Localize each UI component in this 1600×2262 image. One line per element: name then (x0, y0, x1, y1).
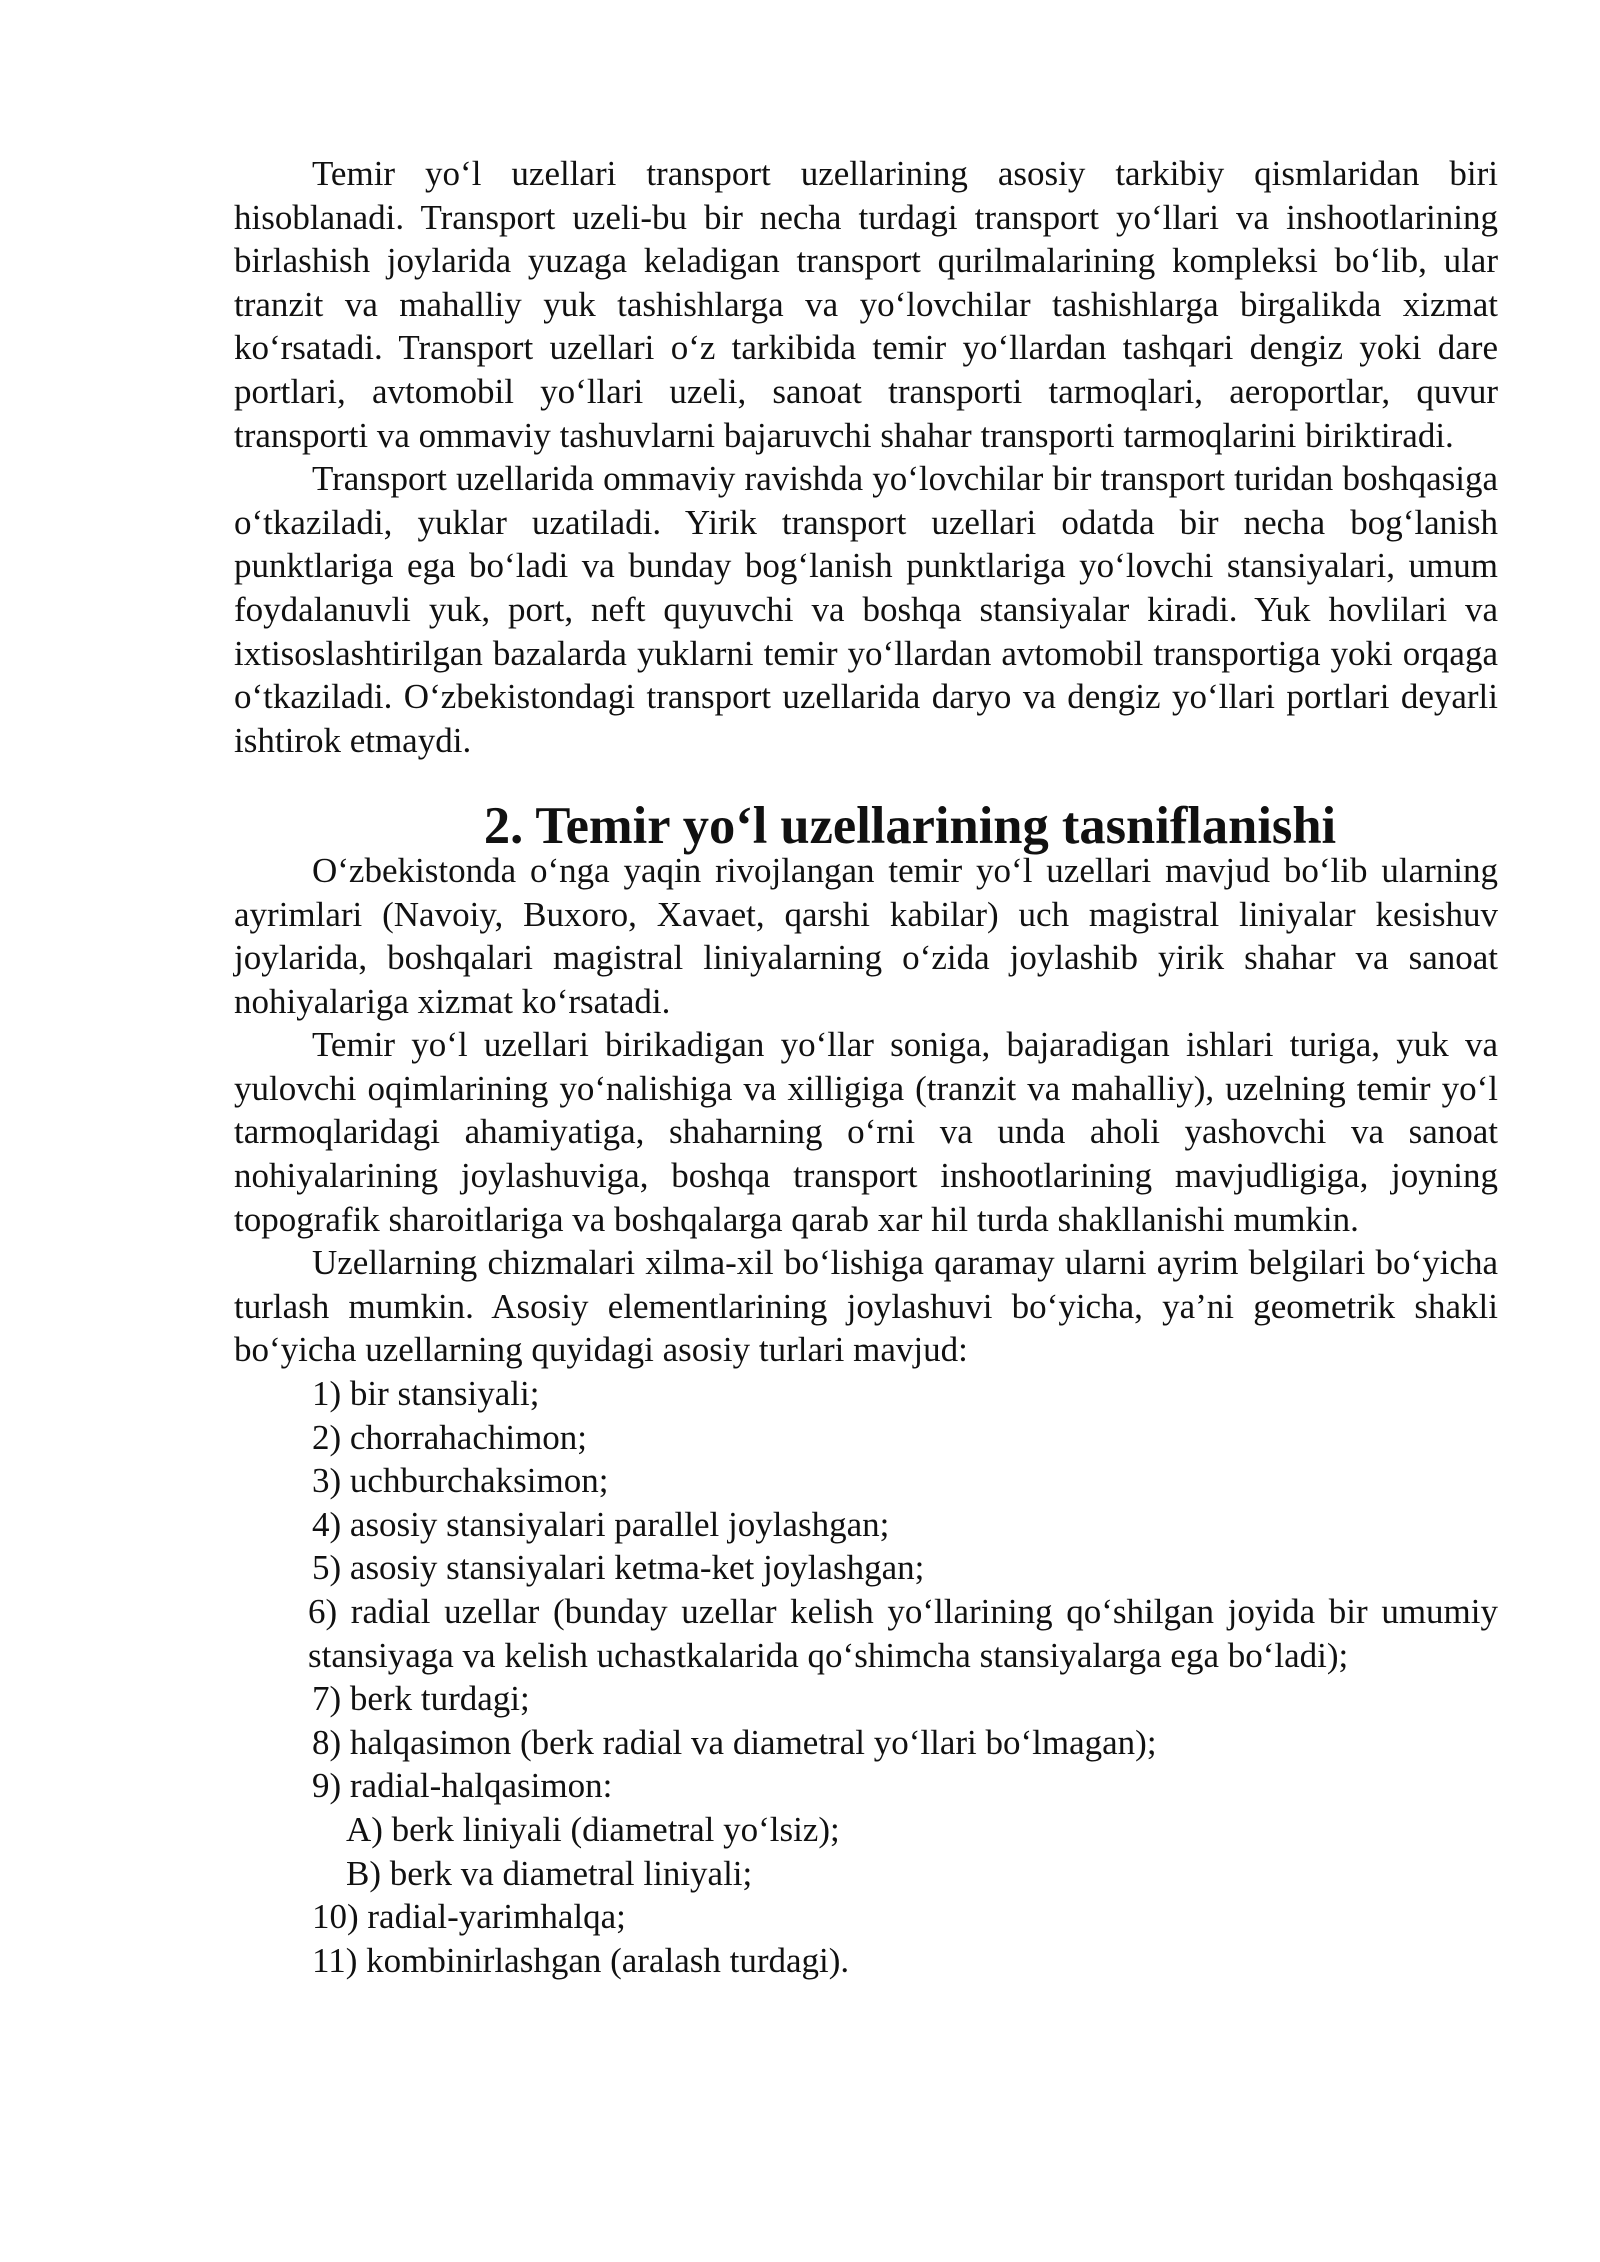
list-item: 4) asosiy stansiyalari parallel joylashgan; (312, 1504, 890, 1544)
list-item: 1) bir stansiyali; (312, 1374, 540, 1414)
list-item: 5) asosiy stansiyalari ketma-ket joylashgan; (312, 1548, 925, 1588)
list-subitem: A) berk liniyali (diametral yo‘lsiz); (346, 1809, 840, 1849)
paragraph-section-1: O‘zbekistonda o‘nga yaqin rivojlangan temir yo‘l uzellari mavjud bo‘lib ularning ayrimlari (Navoiy, Buxoro, Xavaet, qarshi kabilar) uch magistral liniyalar kesishuv joylarida, boshqalari magistral liniyalarning o‘zida joylashib yirik shahar va sanoat nohiyalariga xizmat ko‘rsatadi. (234, 850, 1498, 1021)
list-item: 2) chorrahachimon; (312, 1417, 588, 1457)
paragraph-section-2: Temir yo‘l uzellari birikadigan yo‘llar soniga, bajaradigan ishlari turiga, yuk va yulovchi oqimlarining yo‘nalishiga va xilligiga (tranzit va mahalliy), uzelning temir yo‘l tarmoqlaridagi ahamiyatiga, shaharning o‘rni va unda aholi yashovchi va sanoat nohiyalarining joylashuviga, boshqa transport inshootlarining mavjudligiga, joyning topografik sharoitlariga va boshqalarga qarab xar hil turda shakllanishi mumkin. (234, 1025, 1498, 1239)
section-heading: 2. Temir yo‘l uzellarining tasniflanishi (483, 797, 1337, 856)
list-item: 3) uchburchaksimon; (312, 1461, 609, 1501)
document-page (234, 152, 1498, 1982)
node-types-list (234, 1372, 1498, 1982)
paragraph-intro-2: Transport uzellarida ommaviy ravishda yo‘lovchilar bir transport turidan boshqasiga o‘tkaziladi, yuklar uzatiladi. Yirik transport uzellari odatda bir necha bog‘lanish punktlariga ega bo‘ladi va bunday bog‘lanish punktlariga yo‘lovchi stansiyalari, umum foydalanuvli yuk, port, neft quyuvchi va boshqa stansiyalar kiradi. Yuk hovlilari va ixtisoslashtirilgan bazalarda yuklarni temir yo‘llardan avtomobil transportiga yoki orqaga o‘tkaziladi. O‘zbekistondagi transport uzellarida daryo va dengiz yo‘llari portlari deyarli ishtirok etmaydi. (234, 459, 1498, 760)
paragraph-intro-1: Temir yo‘l uzellari transport uzellarining asosiy tarkibiy qismlaridan biri hisoblanadi. Transport uzeli-bu bir necha turdagi transport yo‘llari va inshootlarining birlashish joylarida yuzaga keladigan transport qurilmalarining kompleksi bo‘lib, ular tranzit va mahalliy yuk tashishlarga va yo‘lovchilar tashishlarga birgalikda xizmat ko‘rsatadi. Transport uzellari o‘z tarkibida temir yo‘llardan tashqari dengiz yoki dare portlari, avtomobil yo‘llari uzeli, sanoat transporti tarmoqlari, aeroportlar, quvur transporti va ommaviy tashuvlarni bajaruvchi shahar transporti tarmoqlarini biriktiradi. (234, 154, 1498, 455)
list-item: 7) berk turdagi; (312, 1679, 530, 1719)
paragraph-section-3: Uzellarning chizmalari xilma-xil bo‘lishiga qaramay ularni ayrim belgilari bo‘yicha turlash mumkin. Asosiy elementlarining joylashuvi bo‘yicha, ya’ni geometrik shakli bo‘yicha uzellarning quyidagi asosiy turlari mavjud: (234, 1243, 1498, 1370)
list-item: 9) radial-halqasimon: (312, 1766, 613, 1806)
list-item: 6) radial uzellar (bunday uzellar kelish yo‘llarining qo‘shilgan joyida bir umumiy stansiyaga va kelish uchastkalarida qo‘shimcha stansiyalarga ega bo‘ladi); (308, 1592, 1498, 1675)
list-subitem: B) berk va diametral liniyali; (346, 1853, 753, 1893)
list-item: 10) radial-yarimhalqa; (312, 1897, 626, 1937)
list-item: 11) kombinirlashgan (aralash turdagi). (312, 1940, 850, 1980)
list-item: 8) halqasimon (berk radial va diametral yo‘llari bo‘lmagan); (312, 1722, 1157, 1762)
